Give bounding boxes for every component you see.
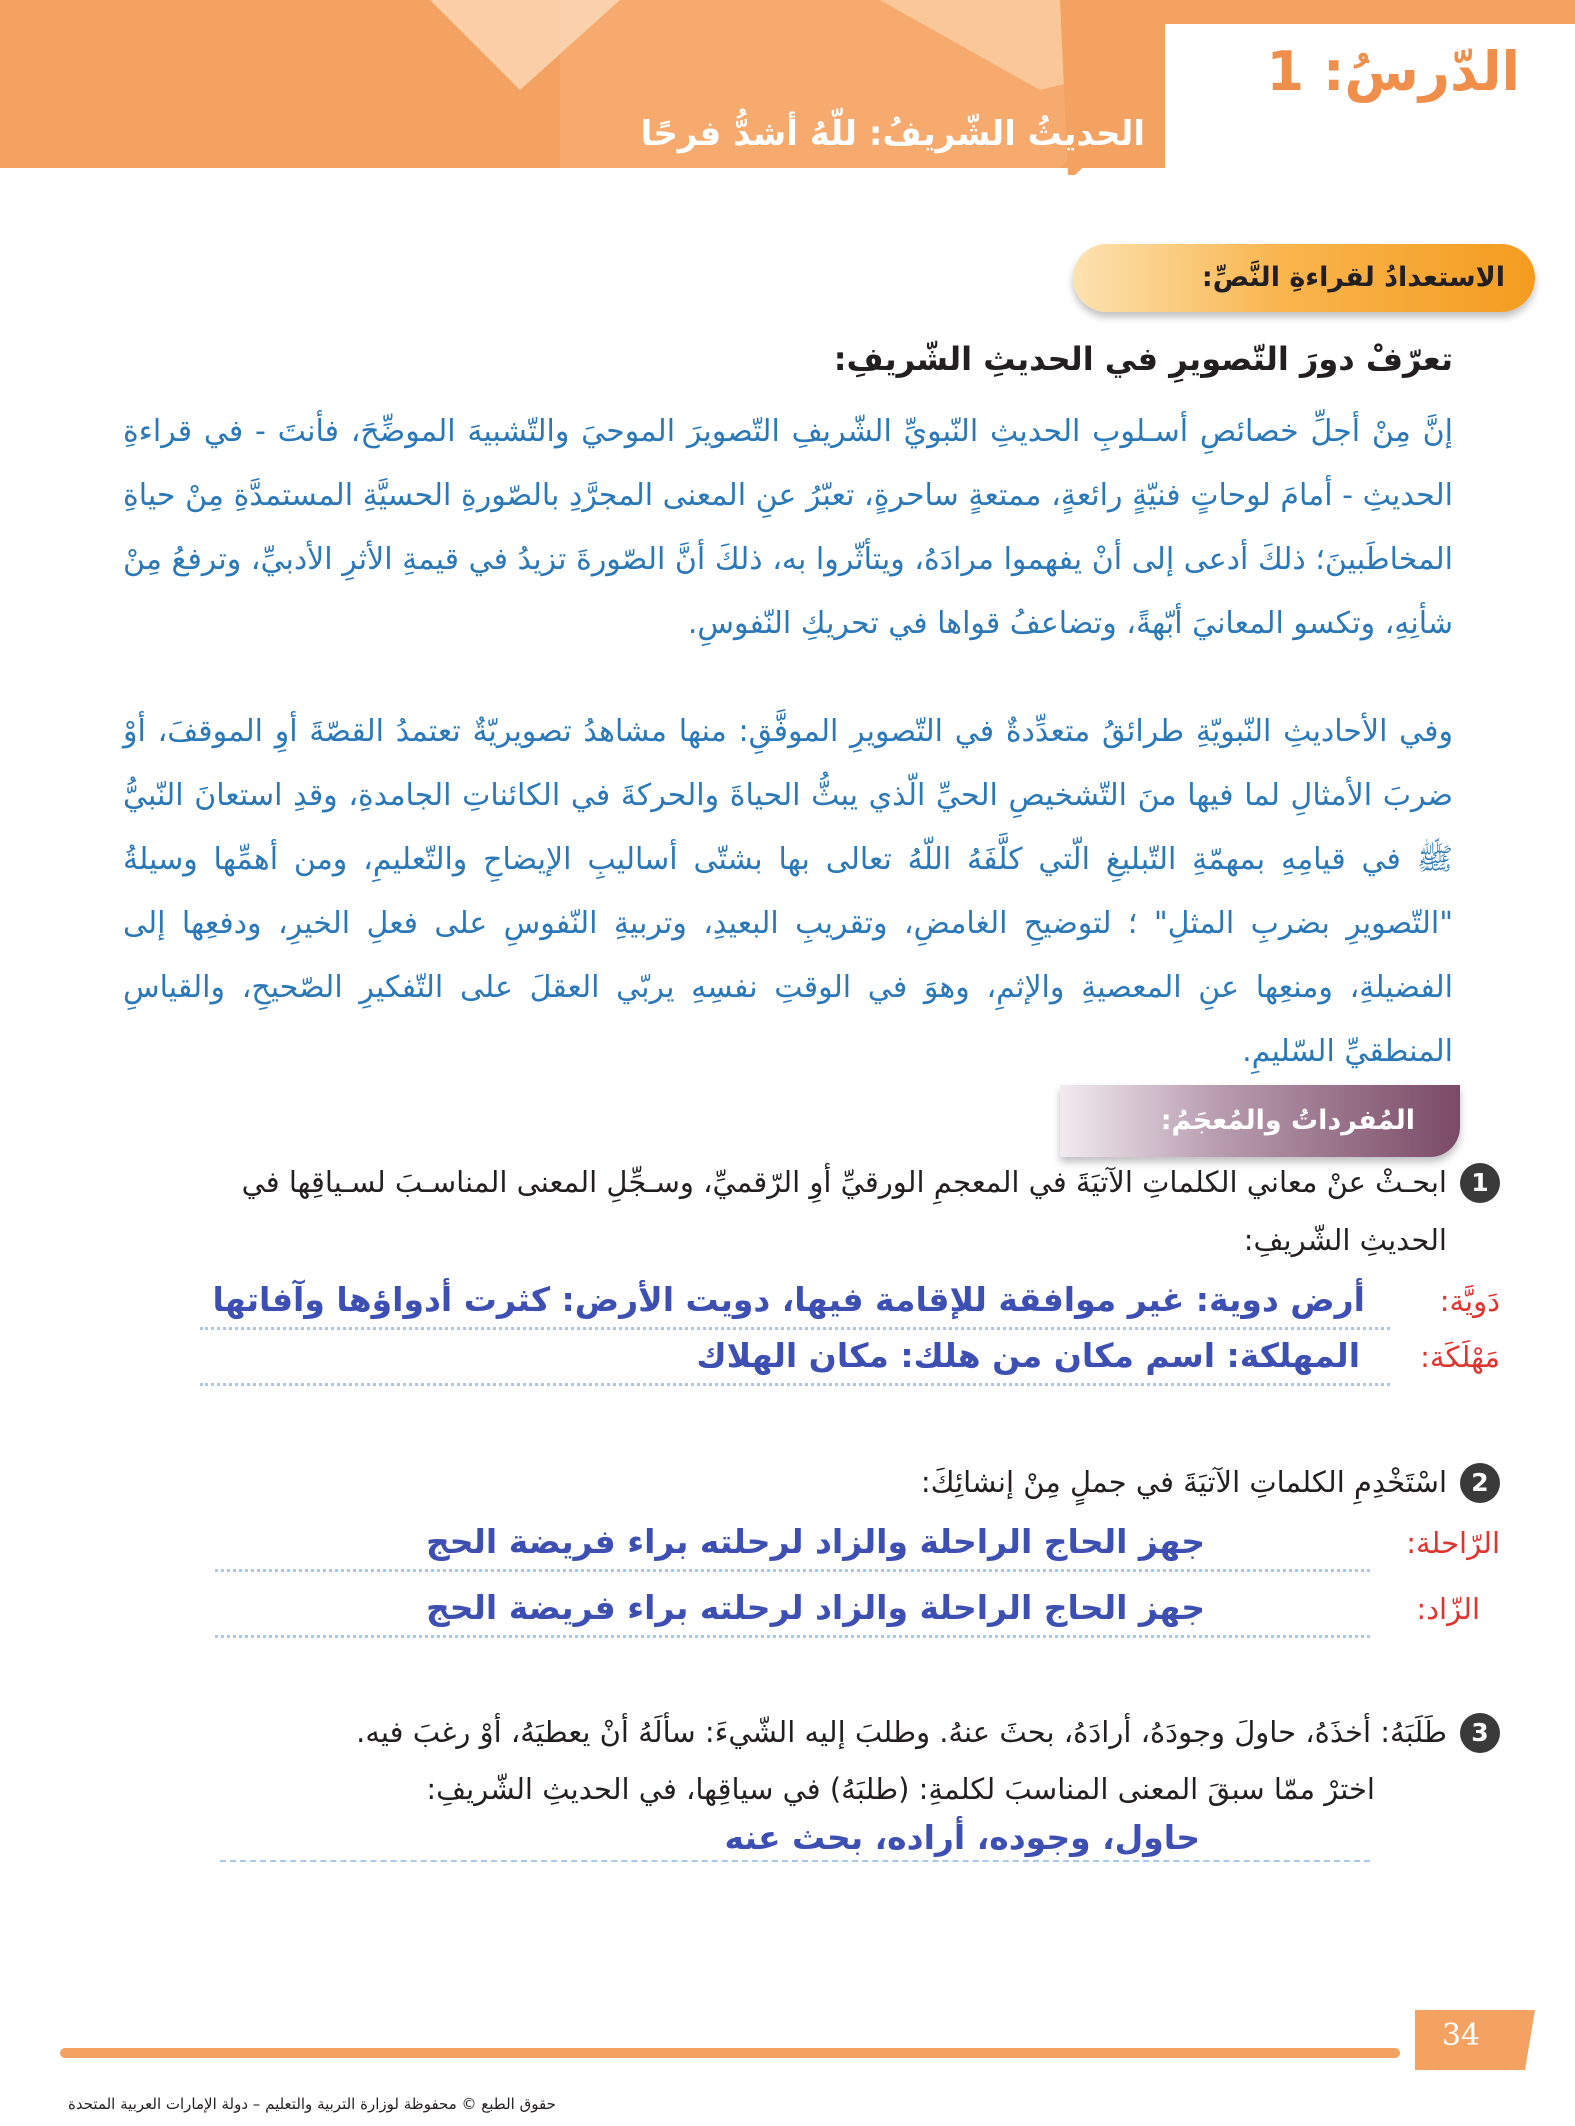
prep-paragraph-1: إنَّ مِنْ أجلِّ خصائصِ أسـلوبِ الحديثِ النّبويِّ الشّريفِ التّصويرَ الموحيَ والتّشبيهَ الموضِّحَ، فأنتَ - في قراءةِ الحديثِ - أمامَ لوحاتٍ فنيّةٍ رائعةٍ، ممتعةٍ ساحرةٍ، تعبّرُ عنِ المعنى المجرَّدِ بالصّورةِ الحسيَّةِ المستمدَّةِ مِنْ حياةِ المخاطَبينَ؛ ذلكَ أدعى إلى أنْ يفهموا مرادَهُ، ويتأثّروا به، ذلكَ أنَّ الصّورةَ تزيدُ في قيمةِ الأثرِ الأدبيِّ، وترفعُ مِنْ شأنِهِ، وتكسو المعانيَ أبّهةً، وتضاعفُ قواها في تحريكِ النّفوسِ. [123,414,1453,641]
question-3-instruction: اخترْ ممّا سبقَ المعنى المناسبَ لكلمةِ: (طلبَهُ) في سياقِها، في الحديثِ الشّريفِ: [426,1772,1375,1806]
q3-answer-line [220,1860,1370,1862]
question-2-number: 2 [1460,1463,1500,1503]
vocab-section-pill [1060,1085,1460,1157]
prep-section-title: الاستعدادُ لقراءةِ النَّصِّ: [1201,262,1505,293]
question-1-text: ابحـثْ عنْ معاني الكلماتِ الآتيَةَ في المعجمِ الورقيِّ أوِ الرّقميِّ، وسـجِّلِ المعنى المناسـبَ لسـياقِها في الحديثِ الشّريفِ: [241,1165,1447,1257]
question-3-text: طَلَبَهُ: أخذَهُ، حاولَ وجودَهُ، أرادَهُ، بحثَ عنهُ. وطلبَ إليه الشّيءَ: سألَهُ أنْ يعطيَهُ، أوْ رغبَ فيه. [356,1715,1447,1749]
q2-answer-value-2[interactable]: جهز الحاج الراحلة والزاد لرحلته براء فريضة الحج [425,1588,1205,1627]
vocab-section-title: المُفرداتُ والمُعجَمُ: [1160,1105,1415,1136]
q2-answer-value-1[interactable]: جهز الحاج الراحلة والزاد لرحلته براء فريضة الحج [425,1522,1205,1561]
q2-answer-line-1 [215,1569,1370,1572]
q2-answer-row-2 [215,1588,1500,1640]
lesson-subtitle: الحديثُ الشّريفُ: للّهُ أشدُّ فرحًا [640,114,1145,154]
q3-answer-value[interactable]: حاول، وجوده، أراده، بحث عنه [724,1818,1200,1857]
q1-answer-label-2: مَهْلَكَة: [1420,1340,1500,1374]
q2-answer-line-2 [215,1635,1370,1638]
q2-answer-label-1: الرّاحلة: [1406,1526,1500,1560]
footer-bar [60,2048,1400,2058]
copyright-notice: حقوق الطبع © محفوظة لوزارة التربية والتعليم – دولة الإمارات العربية المتحدة [68,2095,556,2113]
q1-answer-value-1[interactable]: أرض دوية: غير موافقة للإقامة فيها، دويت الأرض: كثرت أدواؤها وآفاتها [212,1280,1365,1319]
question-2-text: اسْتَخْدِمِ الكلماتِ الآتيَةَ في جملٍ مِنْ إنشائِكَ: [920,1465,1447,1499]
q1-answer-row-2 [200,1336,1500,1388]
prep-section-pill [1073,244,1535,312]
question-3-number: 3 [1460,1713,1500,1753]
q2-answer-row-1 [215,1522,1500,1574]
q2-answer-label-2: الزّاد: [1416,1592,1480,1626]
question-1-number: 1 [1460,1163,1500,1203]
prep-heading: تعرّفْ دورَ التّصويرِ في الحديثِ الشّريفِ: [833,340,1453,378]
q1-answer-line-1 [200,1327,1390,1330]
lesson-title: الدّرسُ: 1 [1266,40,1520,103]
q1-answer-value-2[interactable]: المهلكة: اسم مكان من هلك: مكان الهلاك [696,1336,1360,1375]
q1-answer-label-1: دَويَّة: [1439,1284,1500,1318]
page-number: 34 [1441,2018,1480,2053]
q1-answer-line-2 [200,1383,1390,1386]
prep-paragraph-2: وفي الأحاديثِ النّبويّةِ طرائقُ متعدِّدةٌ في التّصويرِ الموفَّقِ: منها مشاهدُ تصويريّةٌ تعتمدُ القصّةَ أوِ الموقفَ، أوْ ضربَ الأمثالِ لما فيها منَ التّشخيصِ الحيِّ الّذي يبثُّ الحياةَ والحركةَ في الكائناتِ الجامدةِ، وقدِ استعانَ النّبيُّ ﷺ في قيامِهِ بمهمّةِ التّبليغِ الّتي كلَّفَهُ اللّهُ تعالى بها بشتّى أساليبِ الإيضاحِ والتّعليمِ، ومن أهمِّها وسيلةُ "التّصويرِ بضربِ المثلِ" ؛ لتوضيحِ الغامضِ، وتقريبِ البعيدِ، وتربيةِ النّفوسِ على فعلِ الخيرِ، ودفعِها إلى الفضيلةِ، ومنعِها عنِ المعصيةِ والإثمِ، وهوَ في الوقتِ نفسِهِ يربّي العقلَ على التّفكيرِ الصّحيحِ، والقياسِ المنطقيِّ السّليمِ. [123,714,1453,1069]
q1-answer-row-1 [200,1280,1500,1332]
